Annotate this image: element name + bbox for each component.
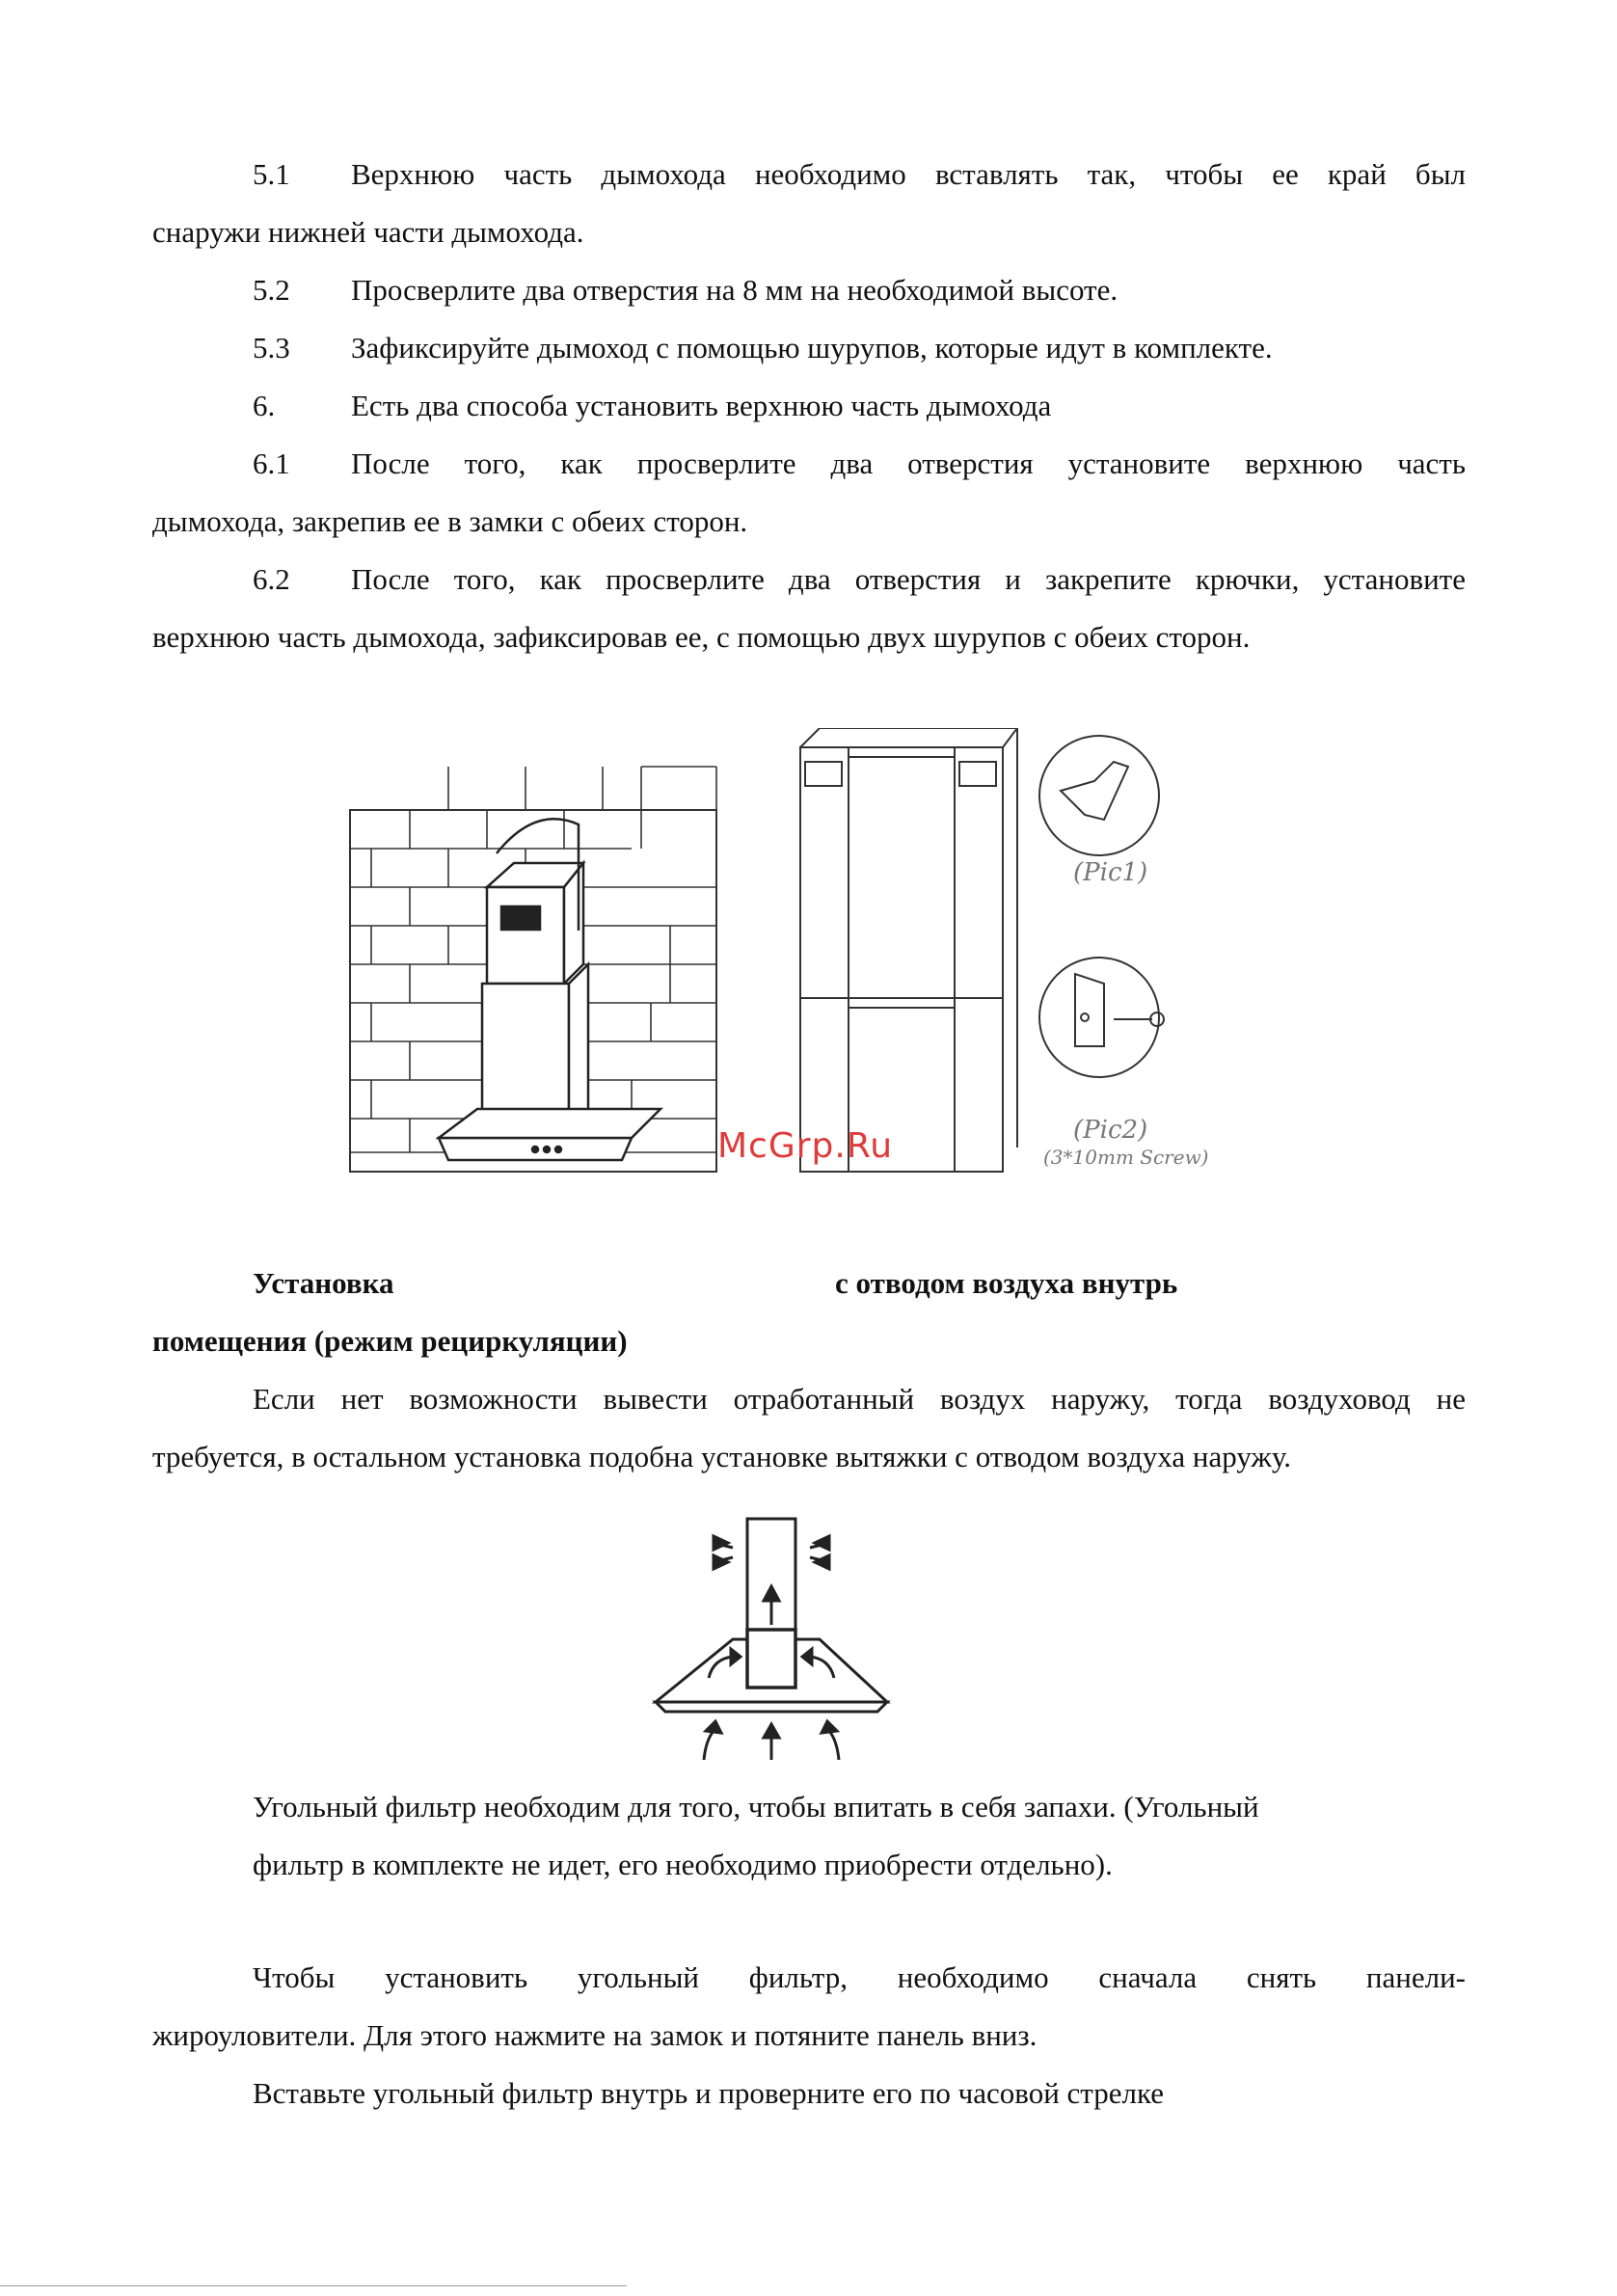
section-intro: требуется, в остальном установка подобна установке вытяжки с отводом воздуха наружу.	[152, 1440, 1291, 1473]
paragraph-text: После того, как просверлите два отверстия установите верхнюю часть	[351, 446, 1466, 480]
paragraph-number: 5.3	[253, 331, 290, 365]
paragraph-text: дымохода, закрепив ее в замки с обеих сторон.	[152, 504, 748, 538]
footer-rule	[0, 2285, 627, 2286]
paragraph-text: снаружи нижней части дымохода.	[152, 215, 584, 249]
pic2-label: (Pic2)	[1073, 1116, 1148, 1145]
filter-install-text: жироуловители. Для этого нажмите на замок и потяните панель вниз.	[152, 2018, 1038, 2052]
filter-text: Угольный фильтр необходим для того, чтобы впитать в себя запахи. (Угольный	[253, 1790, 1259, 1823]
paragraph-text: Зафиксируйте дымоход с помощью шурупов, которые идут в комплекте.	[351, 331, 1273, 365]
paragraph-text: После того, как просверлите два отверстия и закрепите крючки, установите	[351, 562, 1466, 596]
recirculation-figure	[646, 1504, 897, 1774]
screw-label: (3*10mm Screw)	[1043, 1146, 1209, 1169]
chimney-frame-drawing	[800, 728, 1017, 1172]
filter-insert-text: Вставьте угольный фильтр внутрь и проверните его по часовой стрелке	[253, 2076, 1165, 2110]
section-heading-part1: Установка	[253, 1266, 394, 1300]
paragraph-text: Верхнюю часть дымохода необходимо вставлять так, чтобы ее край был	[351, 157, 1466, 191]
paragraph-text: верхнюю часть дымохода, зафиксировав ее, с помощью двух шурупов с обеих сторон.	[152, 620, 1251, 654]
section-heading-part2: с отводом воздуха внутрь	[835, 1266, 1178, 1300]
pic1-label: (Pic1)	[1073, 858, 1148, 887]
paragraph-number: 6.	[253, 389, 276, 422]
section-heading-line2: помещения (режим рециркуляции)	[152, 1324, 628, 1358]
paragraph-number: 6.2	[253, 562, 290, 596]
filter-text: фильтр в комплекте не идет, его необходимо приобрести отдельно).	[253, 1848, 1113, 1881]
paragraph-number: 6.1	[253, 446, 290, 480]
section-intro: Если нет возможности вывести отработанный воздух наружу, тогда воздуховод не	[253, 1382, 1466, 1416]
paragraph-number: 5.2	[253, 273, 290, 307]
paragraph-number: 5.1	[253, 157, 290, 191]
paragraph-text: Просверлите два отверстия на 8 мм на необходимой высоте.	[351, 273, 1118, 307]
filter-install-text: Чтобы установить угольный фильтр, необходимо сначала снять панели-	[253, 1960, 1466, 1994]
detail-circles	[1039, 736, 1164, 1077]
hood-drawing	[439, 819, 660, 1160]
watermark: McGrp.Ru	[717, 1126, 894, 1166]
paragraph-text: Есть два способа установить верхнюю часть дымохода	[351, 389, 1052, 422]
